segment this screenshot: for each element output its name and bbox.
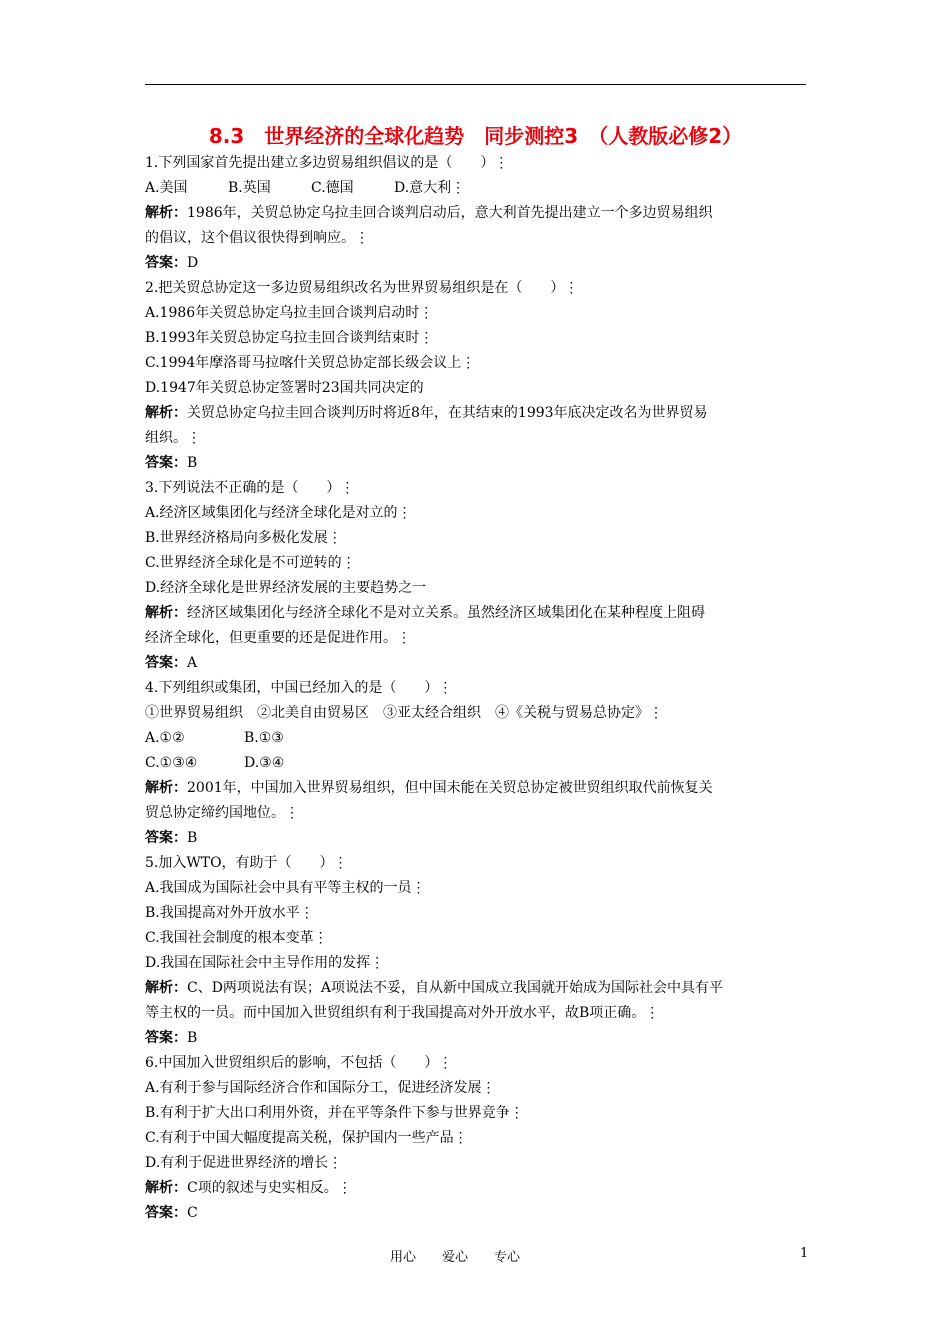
option: C.德国: [311, 180, 354, 196]
question-stem: 3.下列说法不正确的是（ ）⋮: [145, 480, 355, 496]
answer-line: [145, 1201, 810, 1226]
answer-line: [145, 451, 810, 476]
answer-label: 答案：: [145, 830, 187, 846]
options-row: [145, 176, 810, 201]
document-body: [145, 151, 810, 1226]
analysis-label: 解析：: [145, 980, 187, 996]
answer-value: B: [187, 455, 198, 471]
analysis-label: 解析：: [145, 605, 187, 621]
options-row: [145, 751, 810, 776]
option: B.有利于扩大出口利用外资，并在平等条件下参与世界竞争⋮: [145, 1105, 524, 1121]
analysis-text: 经济区域集团化与经济全球化不是对立关系。虽然经济区域集团化在某种程度上阻碍: [187, 605, 705, 621]
option: C.我国社会制度的根本变革⋮: [145, 930, 328, 946]
answer-value: A: [187, 655, 198, 671]
option: D.我国在国际社会中主导作用的发挥⋮: [145, 955, 385, 971]
answer-label: 答案：: [145, 455, 187, 471]
analysis-line: [145, 401, 810, 426]
question-stem: 2.把关贸总协定这一多边贸易组织改名为世界贸易组织是在（ ）⋮: [145, 280, 579, 296]
option: D.经济全球化是世界经济发展的主要趋势之一: [145, 580, 427, 596]
answer-value: B: [187, 830, 198, 846]
question-stem: 4.下列组织或集团，中国已经加入的是（ ）⋮: [145, 680, 453, 696]
option: D.③④: [244, 755, 285, 771]
option: B.英国: [228, 180, 271, 196]
analysis-text: C、D两项说法有误；A项说法不妥，自从新中国成立我国就开始成为国际社会中具有平: [187, 980, 724, 996]
analysis-label: 解析：: [145, 405, 187, 421]
analysis-label: 解析：: [145, 205, 187, 221]
option: B.我国提高对外开放水平⋮: [145, 905, 314, 921]
option: D.1947年关贸总协定签署时23国共同决定的: [145, 380, 424, 396]
option: A.1986年关贸总协定乌拉圭回合谈判启动时⋮: [145, 305, 434, 321]
analysis-line: [145, 201, 810, 226]
question-stem: 6.中国加入世贸组织后的影响，不包括（ ）⋮: [145, 1055, 453, 1071]
option: A.①②: [145, 730, 185, 746]
answer-label: 答案：: [145, 1030, 187, 1046]
option: B.①③: [244, 730, 284, 746]
answer-line: [145, 651, 810, 676]
analysis-line: [145, 976, 810, 1001]
analysis-line: 的倡议，这个倡议很快得到响应。⋮: [145, 230, 369, 246]
analysis-label: 解析：: [145, 1180, 187, 1196]
analysis-label: 解析：: [145, 780, 187, 796]
option: C.①③④: [145, 755, 198, 771]
option: C.世界经济全球化是不可逆转的⋮: [145, 555, 356, 571]
page-footer: [0, 1246, 950, 1266]
question-stem: 5.加入WTO，有助于（ ）⋮: [145, 855, 348, 871]
option: C.有利于中国大幅度提高关税，保护国内一些产品⋮: [145, 1130, 468, 1146]
analysis-line: 贸总协定缔约国地位。⋮: [145, 805, 299, 821]
option: D.有利于促进世界经济的增长⋮: [145, 1155, 343, 1171]
analysis-text: C项的叙述与史实相反。⋮: [187, 1180, 352, 1196]
answer-value: C: [187, 1205, 198, 1221]
option: A.美国: [145, 180, 188, 196]
analysis-line: 经济全球化，但更重要的还是促进作用。⋮: [145, 630, 411, 646]
option: B.1993年关贸总协定乌拉圭回合谈判结束时⋮: [145, 330, 434, 346]
answer-label: 答案：: [145, 1205, 187, 1221]
header-rule: [145, 84, 806, 85]
question-stem: 1.下列国家首先提出建立多边贸易组织倡议的是（ ）⋮: [145, 155, 509, 171]
option: A.经济区域集团化与经济全球化是对立的⋮: [145, 505, 412, 521]
analysis-line: [145, 1176, 810, 1201]
answer-line: [145, 1026, 810, 1051]
option: A.我国成为国际社会中具有平等主权的一员⋮: [145, 880, 426, 896]
answer-value: D: [187, 255, 199, 271]
option: C.1994年摩洛哥马拉喀什关贸总协定部长级会议上⋮: [145, 355, 476, 371]
page-title: 8.3 世界经济的全球化趋势 同步测控3 （人教版必修2）: [208, 124, 743, 148]
answer-line: [145, 251, 810, 276]
answer-line: [145, 826, 810, 851]
answer-label: 答案：: [145, 655, 187, 671]
analysis-text: 1986年，关贸总协定乌拉圭回合谈判启动后，意大利首先提出建立一个多边贸易组织: [187, 205, 713, 221]
footer-text: 用心 爱心 专心: [390, 1250, 521, 1265]
option: D.意大利⋮: [394, 180, 466, 196]
analysis-text: 关贸总协定乌拉圭回合谈判历时将近8年，在其结束的1993年底决定改名为世界贸易: [187, 405, 708, 421]
option: B.世界经济格局向多极化发展⋮: [145, 530, 342, 546]
items-line: ①世界贸易组织 ②北美自由贸易区 ③亚太经合组织 ④《关税与贸易总协定》⋮: [145, 705, 663, 721]
page-number: 1: [800, 1246, 809, 1261]
analysis-line: [145, 601, 810, 626]
analysis-text: 2001年，中国加入世界贸易组织，但中国未能在关贸总协定被世贸组织取代前恢复关: [187, 780, 713, 796]
answer-label: 答案：: [145, 255, 187, 271]
analysis-line: 等主权的一员。而中国加入世贸组织有利于我国提高对外开放水平，故B项正确。⋮: [145, 1005, 660, 1021]
option: A.有利于参与国际经济合作和国际分工，促进经济发展⋮: [145, 1080, 496, 1096]
answer-value: B: [187, 1030, 198, 1046]
options-row: [145, 726, 810, 751]
analysis-line: 组织。⋮: [145, 430, 201, 446]
analysis-line: [145, 776, 810, 801]
